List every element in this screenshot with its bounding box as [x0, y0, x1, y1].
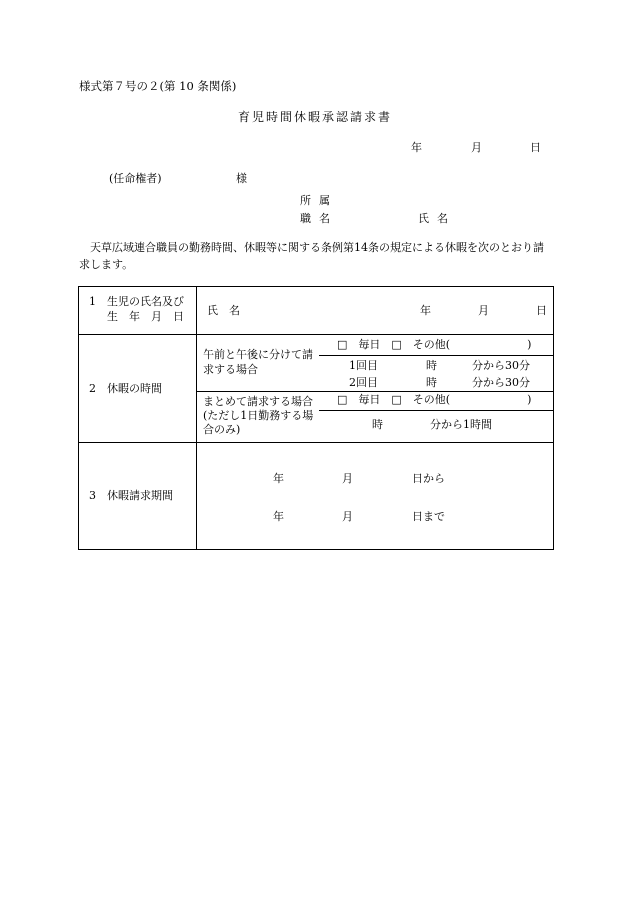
- row1-divider: [79, 334, 553, 335]
- second-hour-label: 時: [426, 376, 437, 389]
- combined-hour-label: 時: [372, 418, 383, 431]
- birth-day-label: 日: [536, 304, 547, 317]
- split-request-label-line2: 求する場合: [203, 363, 258, 376]
- combined-options: □ 毎日 □ その他( ): [337, 393, 532, 406]
- row3-label: 3 休暇請求期間: [89, 489, 173, 502]
- period-to-month-label: 月: [342, 510, 353, 523]
- split-request-label-line1: 午前と午後に分けて請: [203, 348, 313, 361]
- row2-label: 2 休暇の時間: [89, 382, 162, 395]
- split-options-divider: [319, 355, 553, 356]
- second-minutes-label: 分から30分: [472, 376, 530, 389]
- combined-minutes-label: 分から1時間: [430, 418, 492, 431]
- document-title: 育児時間休暇承認請求書: [237, 110, 392, 124]
- period-to-year-label: 年: [273, 510, 284, 523]
- birth-year-label: 年: [420, 304, 431, 317]
- combined-options-divider: [319, 410, 553, 411]
- first-minutes-label: 分から30分: [472, 359, 530, 372]
- period-from-year-label: 年: [273, 472, 284, 485]
- appointer-label: (任命権者): [109, 172, 162, 185]
- first-hour-label: 時: [426, 359, 437, 372]
- row2-sub-divider: [196, 391, 553, 392]
- second-time-label: 2回目: [349, 376, 378, 389]
- period-to-label: 日まで: [412, 510, 445, 523]
- department-label: 所属: [300, 194, 338, 207]
- period-from-month-label: 月: [342, 472, 353, 485]
- honorific-label: 様: [236, 172, 247, 185]
- post-label: 職名: [300, 212, 338, 225]
- combined-request-label-line1: まとめて請求する場合: [203, 395, 313, 408]
- period-from-label: 日から: [412, 472, 445, 485]
- label-column-divider: [196, 287, 197, 549]
- row1-label-line1: 1 生児の氏名及び: [89, 295, 184, 308]
- row1-label-line2: 生 年 月 日: [107, 310, 184, 323]
- request-table: [78, 286, 554, 550]
- combined-request-label-line2: (ただし1日勤務する場: [203, 409, 314, 422]
- birth-month-label: 月: [478, 304, 489, 317]
- split-options: □ 毎日 □ その他( ): [337, 338, 532, 351]
- first-time-label: 1回目: [349, 359, 378, 372]
- date-month-label: 月: [471, 141, 482, 154]
- applicant-name-label: 氏名: [418, 212, 456, 225]
- date-year-label: 年: [411, 141, 422, 154]
- combined-request-label-line3: 合のみ): [203, 423, 241, 436]
- request-statement: 天草広域連合職員の勤務時間、休暇等に関する条例第14条の規定による休暇を次のとおり請求します。: [79, 241, 544, 271]
- row2-divider: [79, 442, 553, 443]
- date-day-label: 日: [530, 141, 541, 154]
- form-number: 様式第７号の２(第 10 条関係): [79, 79, 237, 93]
- child-name-label: 氏 名: [207, 304, 240, 317]
